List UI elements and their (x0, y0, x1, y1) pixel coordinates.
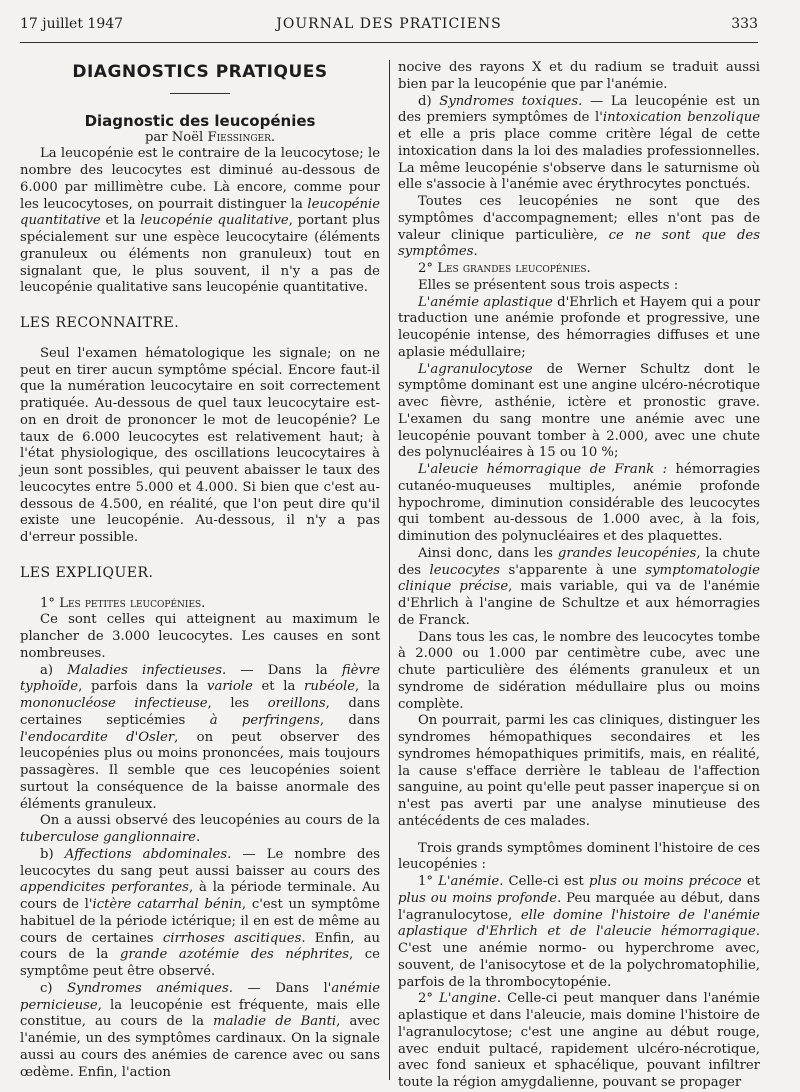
paragraph-tous-les-cas: Dans tous les cas, le nombre des leucocytes tombe à 2.000 ou 1.000 par centimètre cube, avec une chute particulière des éléments granuleux et un syndrome de sidération médullaire plus ou moins complète. (398, 629, 760, 712)
heading-expliquer: LES EXPLIQUER. (20, 564, 154, 581)
paragraph-d-syndromes-toxiques: d) Syndromes toxiques. — La leucopénie est un des premiers symptômes de l'intoxication benzolique et elle a pris place comme critère légal de cette intoxication dans la loi des maladies professionnelles. La même leucopénie s'observe dans le saturnisme où elle s'associe à l'anémie avec érythrocytes ponctués. (398, 93, 761, 193)
paragraph-anemie: 1° L'anémie. Celle-ci est plus ou moins précoce et plus ou moins profonde. Peu marquée au début, dans l'agranulocytose, elle domine l'histoire de l'anémie aplastique d'Ehrlich et de l'aleucie hémorragique. C'est une anémie normo- ou hyperchrome avec, souvent, de l'anisocytose et de la polychromatophilie, parfois de la thrombocytopénie. (398, 874, 760, 990)
subheading-grandes-leucopenies: 2° Les grandes leucopénies. (418, 261, 591, 276)
paragraph-on-pourrait: On pourrait, parmi les cas cliniques, distinguer les syndromes hémopathiques secondaires et les syndromes hémopathiques primitifs, mais, en réalité, la cause s'efface derrière le tableau de l'affection sanguine, au point qu'elle peut passer inaperçue si on n'est pas averti par une analyse minutieuse des antécédents de ces malades. (398, 713, 760, 829)
byline: par Noël Fiessinger. (144, 129, 276, 145)
running-header (20, 16, 758, 43)
paragraph-toutes-ces-leucopenies: Toutes ces leucopénies ne sont que des symptômes d'accompagnement; elles n'ont pas de valeur clinique particulière, ce ne sont que des symptômes. (398, 194, 760, 260)
paragraph-ainsi-donc: Ainsi donc, dans les grandes leucopénies, la chute des leucocytes s'apparente à une symptomatologie clinique précise, mais variable, qui va de l'anémie d'Ehrlich à l'angine de Schultze et aux hémorragies de Franck. (398, 545, 760, 628)
paragraph-anemie-aplastique: L'anémie aplastique d'Ehrlich et Hayem qui a pour traduction une anémie profonde et progressive, une leucopénie intense, des hémorragies diffuses et une aplasie médullaire; (398, 294, 760, 360)
paragraph-b-affections-abdominales: b) Affections abdominales. — Le nombre des leucocytes du sang peut aussi baisser au cours des appendicites perforantes, à la période terminale. Au cours de l'ictère catarrhal bénin, c'est un symptôme habituel de la période ictérique; il en est de même au cours de certaines cirrhoses ascitiques. Enfin, au cours de la grande azotémie des néphrites, ce symptôme peut être observé. (20, 846, 380, 979)
page-number: 333 (731, 16, 758, 32)
issue-date: 17 juillet 1947 (20, 16, 124, 32)
title-rule (170, 93, 230, 94)
subheading-petites-leucopenies: 1° Les petites leucopénies. (40, 595, 206, 611)
left-column (20, 60, 380, 1080)
right-column (398, 60, 761, 1090)
paragraph-agranulocytose: L'agranulocytose de Werner Schultz dont le symptôme dominant est une angine ulcéro-nécrotique avec fièvre, asthénie, ictère et pronostic grave. L'examen du sang montre une anémie avec une leucopénie pouvant tomber à 2.000, avec une chute des polynucléaires à 15 ou 10 %; (398, 361, 760, 461)
paragraph-trois-symptomes: Trois grands symptômes dominent l'histoire de ces leucopénies : (398, 840, 760, 873)
paragraph-aleucie: L'aleucie hémorragique de Frank : hémorragies cutanéo-muqueuses multiples, anémie profonde hypochrome, diminution considérable des leucocytes qui tombent au-dessous de 1.000 avec, à la fois, diminution des polynucléaires et des plaquettes. (398, 462, 760, 544)
paragraph-gap (398, 831, 760, 841)
continued-paragraph: nocive des rayons X et du radium se traduit aussi bien par la leucopénie que par l'anémie. (398, 60, 760, 92)
petites-intro-paragraph: Ce sont celles qui atteignent au maximum le plancher de 3.000 leucocytes. Les causes en sont nombreuses. (20, 612, 380, 661)
paragraph-c-syndromes-anemiques: c) Syndromes anémiques. — Dans l'anémie pernicieuse, la leucopénie est fréquente, mais elle constitue, au cours de la maladie de Banti, avec l'anémie, un des symptômes cardinaux. On la signale aussi au cours des anémies de carence avec ou sans œdème. Enfin, l'action (20, 980, 380, 1080)
paragraph-tuberculose: On a aussi observé des leucopénies au cours de la tuberculose ganglionnaire. (20, 813, 380, 845)
column-divider (389, 60, 390, 1080)
section-title: DIAGNOSTICS PRATIQUES (72, 62, 328, 82)
journal-name: JOURNAL DES PRATICIENS (276, 16, 502, 32)
heading-reconnaitre: LES RECONNAITRE. (20, 315, 180, 331)
paragraph-trois-aspects: Elles se présentent sous trois aspects : (418, 277, 679, 293)
paragraph-a-maladies-infectieuses: a) Maladies infectieuses. — Dans la fièvre typhoïde, parfois dans la variole et la rubéole, la mononucléose infectieuse, les oreillons, dans certaines septicémies à perfringens, dans l'endocardite d'Osler, on peut observer des leucopénies plus ou moins prononcées, mais toujours passagères. Il semble que ces leucopénies soient surtout la conséquence de la baisse anormale des éléments granuleux. (20, 662, 381, 812)
article-title: Diagnostic des leucopénies (84, 111, 316, 130)
reconnaitre-paragraph: Seul l'examen hématologique les signale; on ne peut en tirer aucun symptôme spécial. Encore faut-il que la numération leucocytaire en soit correctement pratiquée. Au-dessous de quel taux leucocytaire est-on en droit de prononcer le mot de leucopénie? Le taux de 6.000 leucocytes est relativement haut; à l'état physiologique, des oscillations leucocytaires à jeun sont possibles, qui peuvent abaisser le taux des leucocytes entre 5.000 et 4.000. Si bien que c'est au-dessous de 4.500, en réalité, que l'on peut dire qu'il existe une leucopénie. Au-dessous, il n'y a pas d'erreur possible. (20, 345, 380, 545)
paragraph-angine: 2° L'angine. Celle-ci peut manquer dans l'anémie aplastique et dans l'aleucie, mais domine l'histoire de l'agranulocytose; c'est une angine au début rouge, avec enduit pultacé, rapidement ulcéro-nécrotique, avec fond sanieux et sphacélique, pouvant infiltrer toute la région amygdalienne, pouvant se propager (398, 991, 760, 1090)
author-name: Fiessinger (207, 129, 271, 145)
intro-paragraph: La leucopénie est le contraire de la leucocytose; le nombre des leucocytes est diminué au-dessous de 6.000 par millimètre cube. Là encore, comme pour les leucocytoses, on pourrait distinguer la leucopénie quantitative et la leucopénie qualitative, portant plus spécialement sur une espèce leucocytaire (éléments granuleux ou éléments non granuleux) tout en signalant que, le plus souvent, il n'y a pas de leucopénie qualitative sans leucopénie quantitative. (20, 146, 380, 296)
